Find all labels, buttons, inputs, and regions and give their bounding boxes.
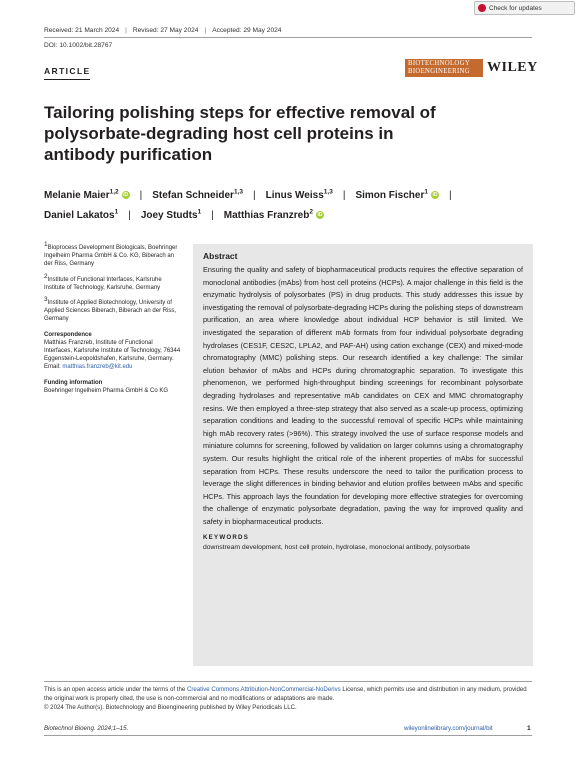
article-title: Tailoring polishing steps for effective removal of polysorbate-degrading host cell proteins in antibody purification xyxy=(44,103,436,164)
author-5[interactable] xyxy=(44,210,118,221)
affiliation-1 xyxy=(44,241,182,269)
author-1[interactable] xyxy=(44,190,130,201)
correspondence-block xyxy=(44,331,182,372)
check-for-updates-badge[interactable] xyxy=(474,1,575,15)
check-for-updates-label: Check for updates xyxy=(489,4,542,12)
affiliation-number: 1 xyxy=(44,241,48,248)
accepted-date: Accepted: 29 May 2024 xyxy=(212,27,282,34)
funding-text: Boehringer Ingelheim Pharma GmbH & Co KG xyxy=(44,387,169,394)
abstract-text: Ensuring the quality and safety of biopharmaceutical products requires the effective separation of monoclonal antibodies (mAbs) from host cell proteins (HCPs). A major challenge in this field is the enzymatic hydrolysis of polysorbates (PS) in drug products. This study addresses this issue by investigating the removal of polysorbate-degrading HCPs during the polishing steps of downstream purification, an area where knowledge about individual HCP behavior is still limited. We investigated the separation of different mAb formats from four individual polysorbate degrading hydrolases (CES1F, CES2C, LPLA2, and PAF-AH) using cation exchange (CEX) and mixed-mode chromatography (MMC) polishing steps. Our research identified a key challenge: The similar elution behavior of mAbs and HCPs during chromatographic separation. To investigate this phenomenon, we performed high-throughput binding screenings for recombinant polysorbate degrading hydrolases and representative mAb candidates on CEX and MMC chromatography resins. We then employed a three-step strategy that also served as a scale-up process, optimizing separation conditions and leading to the successful removal of specific HCPs while maintaining high mAb recovery rates (>96%). This strategy involved the use of surface response models and miniature columns for screening, followed by validation on larger columns using a chromatography system. Our results highlight the critical role of the inherent properties of mAbs for successful separation from HCPs. These results underscore the need to tailor the purification process to leverage the slight differences in binding behavior and elution profiles between mAbs and specific HCPs. This approach lays the foundation for developing more effective strategies for overcoming the challenge of enzymatic polysorbate degradation, paving the way for improved quality and safety in biopharmaceutical products. xyxy=(203,265,523,526)
journal-url[interactable]: wileyonlinelibrary.com/journal/bit xyxy=(404,725,493,732)
license-notice xyxy=(44,685,534,712)
funding-block xyxy=(44,379,182,395)
author-name: Matthias Franzreb xyxy=(223,210,310,221)
affiliation-text: Institute of Applied Biotechnology, University of Applied Sciences Biberach, Biberach an der Riss, Germany xyxy=(44,300,177,323)
article-dates xyxy=(44,27,281,34)
orcid-icon[interactable]: iD xyxy=(317,212,323,219)
copyright-text: © 2024 The Author(s). Biotechnology and Bioengineering published by Wiley Periodicals LLC. xyxy=(44,704,297,711)
author-separator: | xyxy=(128,210,131,221)
journal-logo-line2: BIOENGINEERING xyxy=(408,68,470,75)
doi[interactable]: DOI: 10.1002/bit.28767 xyxy=(44,42,113,49)
license-divider xyxy=(44,681,532,682)
article-type: ARTICLE xyxy=(44,66,91,76)
author-2[interactable] xyxy=(152,190,243,201)
correspondence-text: Matthias Franzreb, Institute of Functional Interfaces, Karlsruhe Institute of Technology, 76344 Eggenstein-Leopoldshafen, Karlsruhe, Germany. xyxy=(44,339,181,363)
correspondence-email xyxy=(44,363,182,371)
author-affiliation-sup: 2 xyxy=(309,208,313,216)
email-link[interactable]: matthias.franzreb@kit.edu xyxy=(62,364,133,371)
author-list xyxy=(44,186,534,226)
author-separator: | xyxy=(253,190,256,201)
author-3[interactable] xyxy=(266,190,333,201)
affiliation-2 xyxy=(44,272,182,292)
journal-logo-line1: BIOTECHNOLOGY xyxy=(408,60,471,67)
date-separator: | xyxy=(204,27,207,34)
author-7[interactable] xyxy=(224,210,324,221)
article-type-underline xyxy=(44,79,90,80)
license-link[interactable]: Creative Commons Attribution-NonCommercial-NoDerivs xyxy=(186,686,341,693)
abstract-box xyxy=(193,244,533,666)
footer-divider xyxy=(44,735,532,736)
keywords-heading: KEYWORDS xyxy=(203,534,250,542)
page-number: 1 xyxy=(527,725,531,732)
author-affiliation-sup: 1,3 xyxy=(323,188,333,196)
author-name: Melanie Maier xyxy=(44,190,110,201)
author-separator: | xyxy=(448,190,452,201)
author-6[interactable] xyxy=(141,210,201,221)
affiliation-3 xyxy=(44,296,182,324)
author-separator: | xyxy=(139,190,143,201)
author-name: Daniel Lakatos xyxy=(44,210,115,221)
author-affiliation-sup: 1 xyxy=(197,208,202,216)
author-affiliation-sup: 1 xyxy=(424,188,428,196)
affiliation-text: Institute of Functional Interfaces, Karlsruhe Institute of Technology, Karlsruhe, Germany xyxy=(44,276,162,291)
author-name: Joey Studts xyxy=(140,210,198,221)
funding-heading: Funding information xyxy=(44,379,103,386)
author-name: Stefan Schneider xyxy=(152,190,234,201)
keywords-text: downstream development, host cell protein, hydrolase, monoclonal antibody, polysorbate xyxy=(203,544,470,552)
author-separator: | xyxy=(211,210,214,221)
correspondence-heading: Correspondence xyxy=(44,331,92,338)
author-affiliation-sup: 1 xyxy=(114,208,119,216)
license-text-post: License, which permits use and distribution in any medium, provided the original work is properly cited, the use is non-commercial and no modifications or adaptations are made. xyxy=(44,686,527,702)
update-icon xyxy=(478,4,486,12)
author-affiliation-sup: 1,2 xyxy=(109,188,119,196)
revised-date: Revised: 27 May 2024 xyxy=(132,27,199,34)
journal-logo xyxy=(405,59,483,77)
publisher-logo: WILEY xyxy=(487,60,538,75)
citation: Biotechnol Bioeng. 2024;1–15. xyxy=(44,725,129,732)
affiliation-text: Bioprocess Development Biologicals, Boehringer Ingelheim Pharma GmbH & Co. KG, Biberach an der Riss, Germany xyxy=(44,245,178,268)
header-divider xyxy=(44,37,532,38)
abstract-heading: Abstract xyxy=(203,251,238,261)
orcid-icon[interactable]: iD xyxy=(123,192,129,199)
license-text-pre: This is an open access article under the terms of the xyxy=(44,686,187,693)
email-label: Email: xyxy=(44,364,61,371)
affiliation-number: 2 xyxy=(44,272,48,280)
affiliation-number: 3 xyxy=(44,296,48,304)
author-affiliation-sup: 1,3 xyxy=(233,188,243,196)
article-sidebar xyxy=(44,241,182,402)
author-4[interactable] xyxy=(355,190,439,201)
author-name: Simon Fischer xyxy=(355,190,425,201)
author-separator: | xyxy=(342,190,346,201)
date-separator: | xyxy=(125,27,127,34)
author-name: Linus Weiss xyxy=(265,190,324,201)
received-date: Received: 21 March 2024 xyxy=(44,27,120,34)
orcid-icon[interactable]: iD xyxy=(432,192,438,199)
